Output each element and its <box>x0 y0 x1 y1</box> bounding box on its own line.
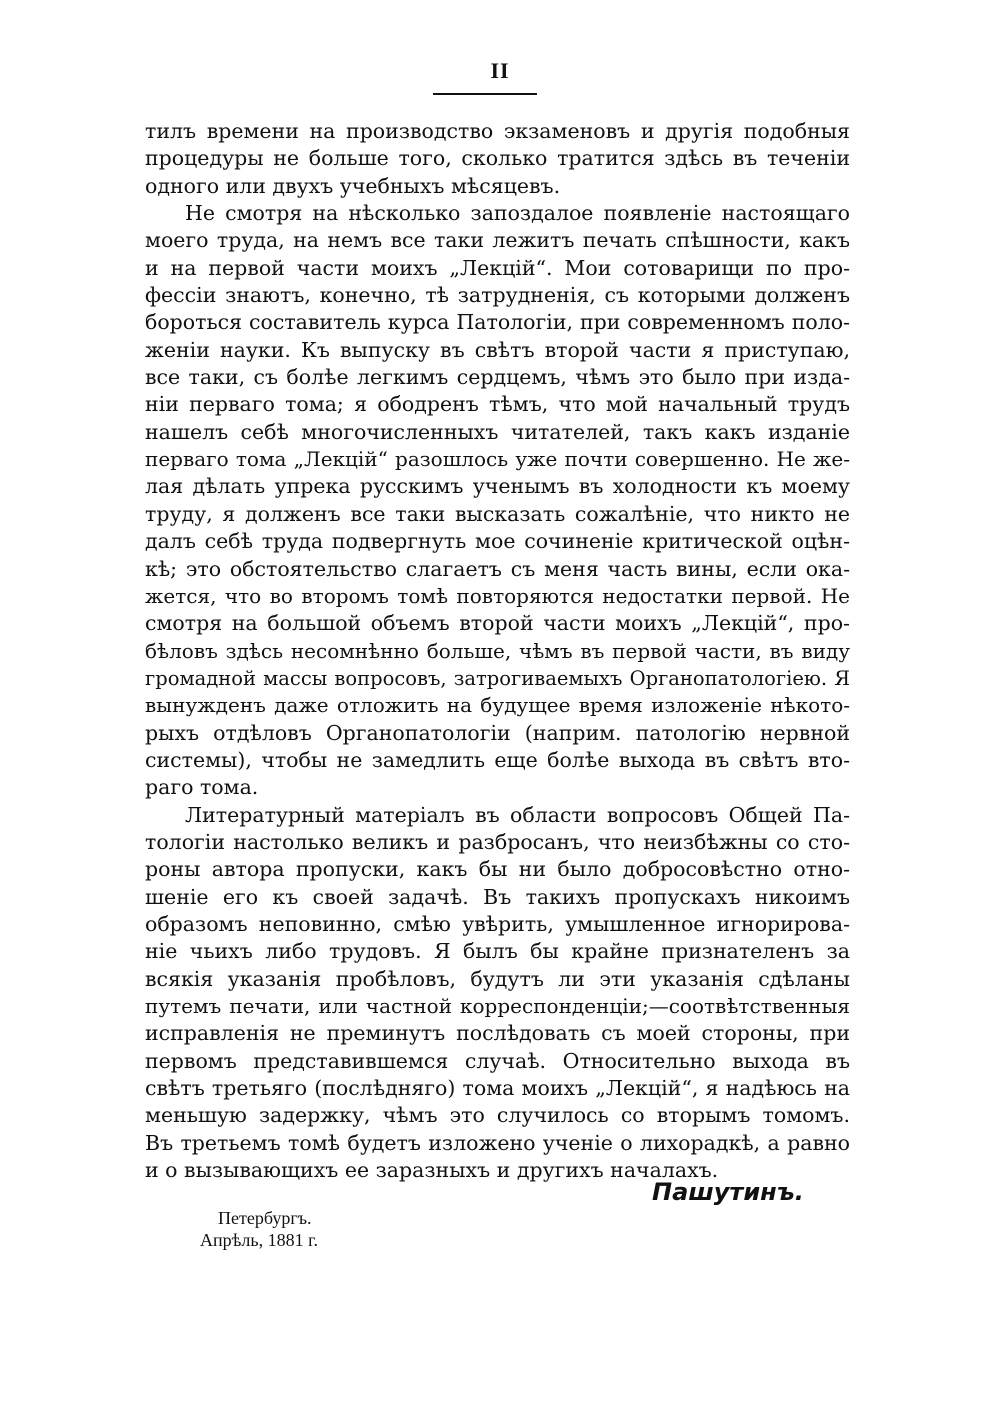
text-line: образомъ неповинно, смѣю увѣрить, умышленное игнорирова- <box>145 911 850 936</box>
text-line: исправленія не преминутъ послѣдовать съ моей стороны, при <box>145 1021 850 1046</box>
text-line: далъ себѣ труда подвергнуть мое сочиненіе критической оцѣн- <box>145 529 850 554</box>
paragraph-start-line: Не смотря на нѣсколько запоздалое появленіе настоящаго <box>185 201 850 226</box>
text-line: кѣ; это обстоятельство слагаетъ съ меня часть вины, если ока- <box>145 556 850 581</box>
text-line: громадной массы вопросовъ, затрогиваемыхъ Органопатологіею. Я <box>145 666 850 690</box>
text-line: и на первой части моихъ „Лекцій“. Мои сотоварищи по про- <box>145 255 850 280</box>
text-line: процедуры не больше того, сколько тратится здѣсь въ теченіи <box>145 146 850 171</box>
text-line: тилъ времени на производство экзаменовъ и другія подобныя <box>145 119 850 143</box>
text-line: свѣтъ третьяго (послѣдняго) тома моихъ „Лекцій“, я надѣюсь на <box>145 1076 850 1101</box>
text-line: системы), чтобы не замедлить еще болѣе выхода въ свѣтъ вто- <box>145 747 850 772</box>
text-line: Въ третьемъ томѣ будетъ изложено ученіе о лихорадкѣ, а равно <box>145 1130 850 1155</box>
text-line: роны автора пропуски, какъ бы ни было добросовѣстно отно- <box>145 857 850 882</box>
text-line: всякія указанія пробѣловъ, будутъ ли эти указанія сдѣланы <box>145 966 850 991</box>
date-line: Апрѣль, 1881 г. <box>200 1230 318 1250</box>
text-line: одного или двухъ учебныхъ мѣсяцевъ. <box>145 173 561 198</box>
text-line: раго тома. <box>145 775 259 800</box>
text-line: тологіи настолько великъ и разбросанъ, что неизбѣжны со сто- <box>145 829 850 854</box>
text-line: бороться составитель курса Патологіи, при современномъ поло- <box>145 310 850 335</box>
text-line: женіи науки. Къ выпуску въ свѣтъ второй части я приступаю, <box>145 337 850 362</box>
text-line: бѣловъ здѣсь несомнѣнно больше, чѣмъ въ первой части, въ виду <box>145 638 850 663</box>
text-line: вынужденъ даже отложить на будущее время изложеніе нѣкото- <box>145 693 850 718</box>
paragraph-start-line: Литературный матеріалъ въ области вопросовъ Общей Па- <box>185 802 850 827</box>
author-signature: Пашутинъ. <box>652 1178 804 1206</box>
text-line: шеніе его къ своей задачѣ. Въ такихъ пропускахъ никоимъ <box>145 884 850 909</box>
text-line: первомъ представившемся случаѣ. Относительно выхода въ <box>145 1048 850 1073</box>
place-line: Петербургъ. <box>218 1208 312 1228</box>
text-line: смотря на большой объемъ второй части моихъ „Лекцій“, про- <box>145 611 850 636</box>
text-line: фессіи знаютъ, конечно, тѣ затрудненія, съ которыми долженъ <box>145 283 850 308</box>
text-line: нашелъ себѣ многочисленныхъ читателей, такъ какъ изданіе <box>145 419 850 444</box>
body-text <box>145 118 850 1184</box>
page-number: II <box>490 58 510 83</box>
header-rule <box>433 93 537 95</box>
text-line: перваго тома „Лекцій“ разошлось уже почти совершенно. Не же- <box>145 447 850 472</box>
text-line: ніе чьихъ либо трудовъ. Я былъ бы крайне признателенъ за <box>145 939 850 964</box>
text-line: меньшую задержку, чѣмъ это случилось со вторымъ томомъ. <box>145 1103 850 1128</box>
text-line: рыхъ отдѣловъ Органопатологіи (наприм. патологію нервной <box>145 720 850 745</box>
text-line: ніи перваго тома; я ободренъ тѣмъ, что мой начальный трудъ <box>145 392 850 417</box>
text-line: труду, я долженъ все таки высказать сожалѣніе, что никто не <box>145 501 850 526</box>
text-line: жется, что во второмъ томѣ повторяются недостатки первой. Не <box>145 583 850 608</box>
text-line: и о вызывающихъ ее заразныхъ и другихъ началахъ. <box>145 1158 719 1183</box>
text-line: лая дѣлать упрека русскимъ ученымъ въ холодности къ моему <box>145 474 850 499</box>
text-line: все таки, съ болѣе легкимъ сердцемъ, чѣмъ это было при изда- <box>145 365 850 390</box>
text-line: моего труда, на немъ все таки лежитъ печать спѣшности, какъ <box>145 228 850 253</box>
text-line: путемъ печати, или частной корреспонденціи;—соотвѣтственныя <box>145 994 850 1018</box>
